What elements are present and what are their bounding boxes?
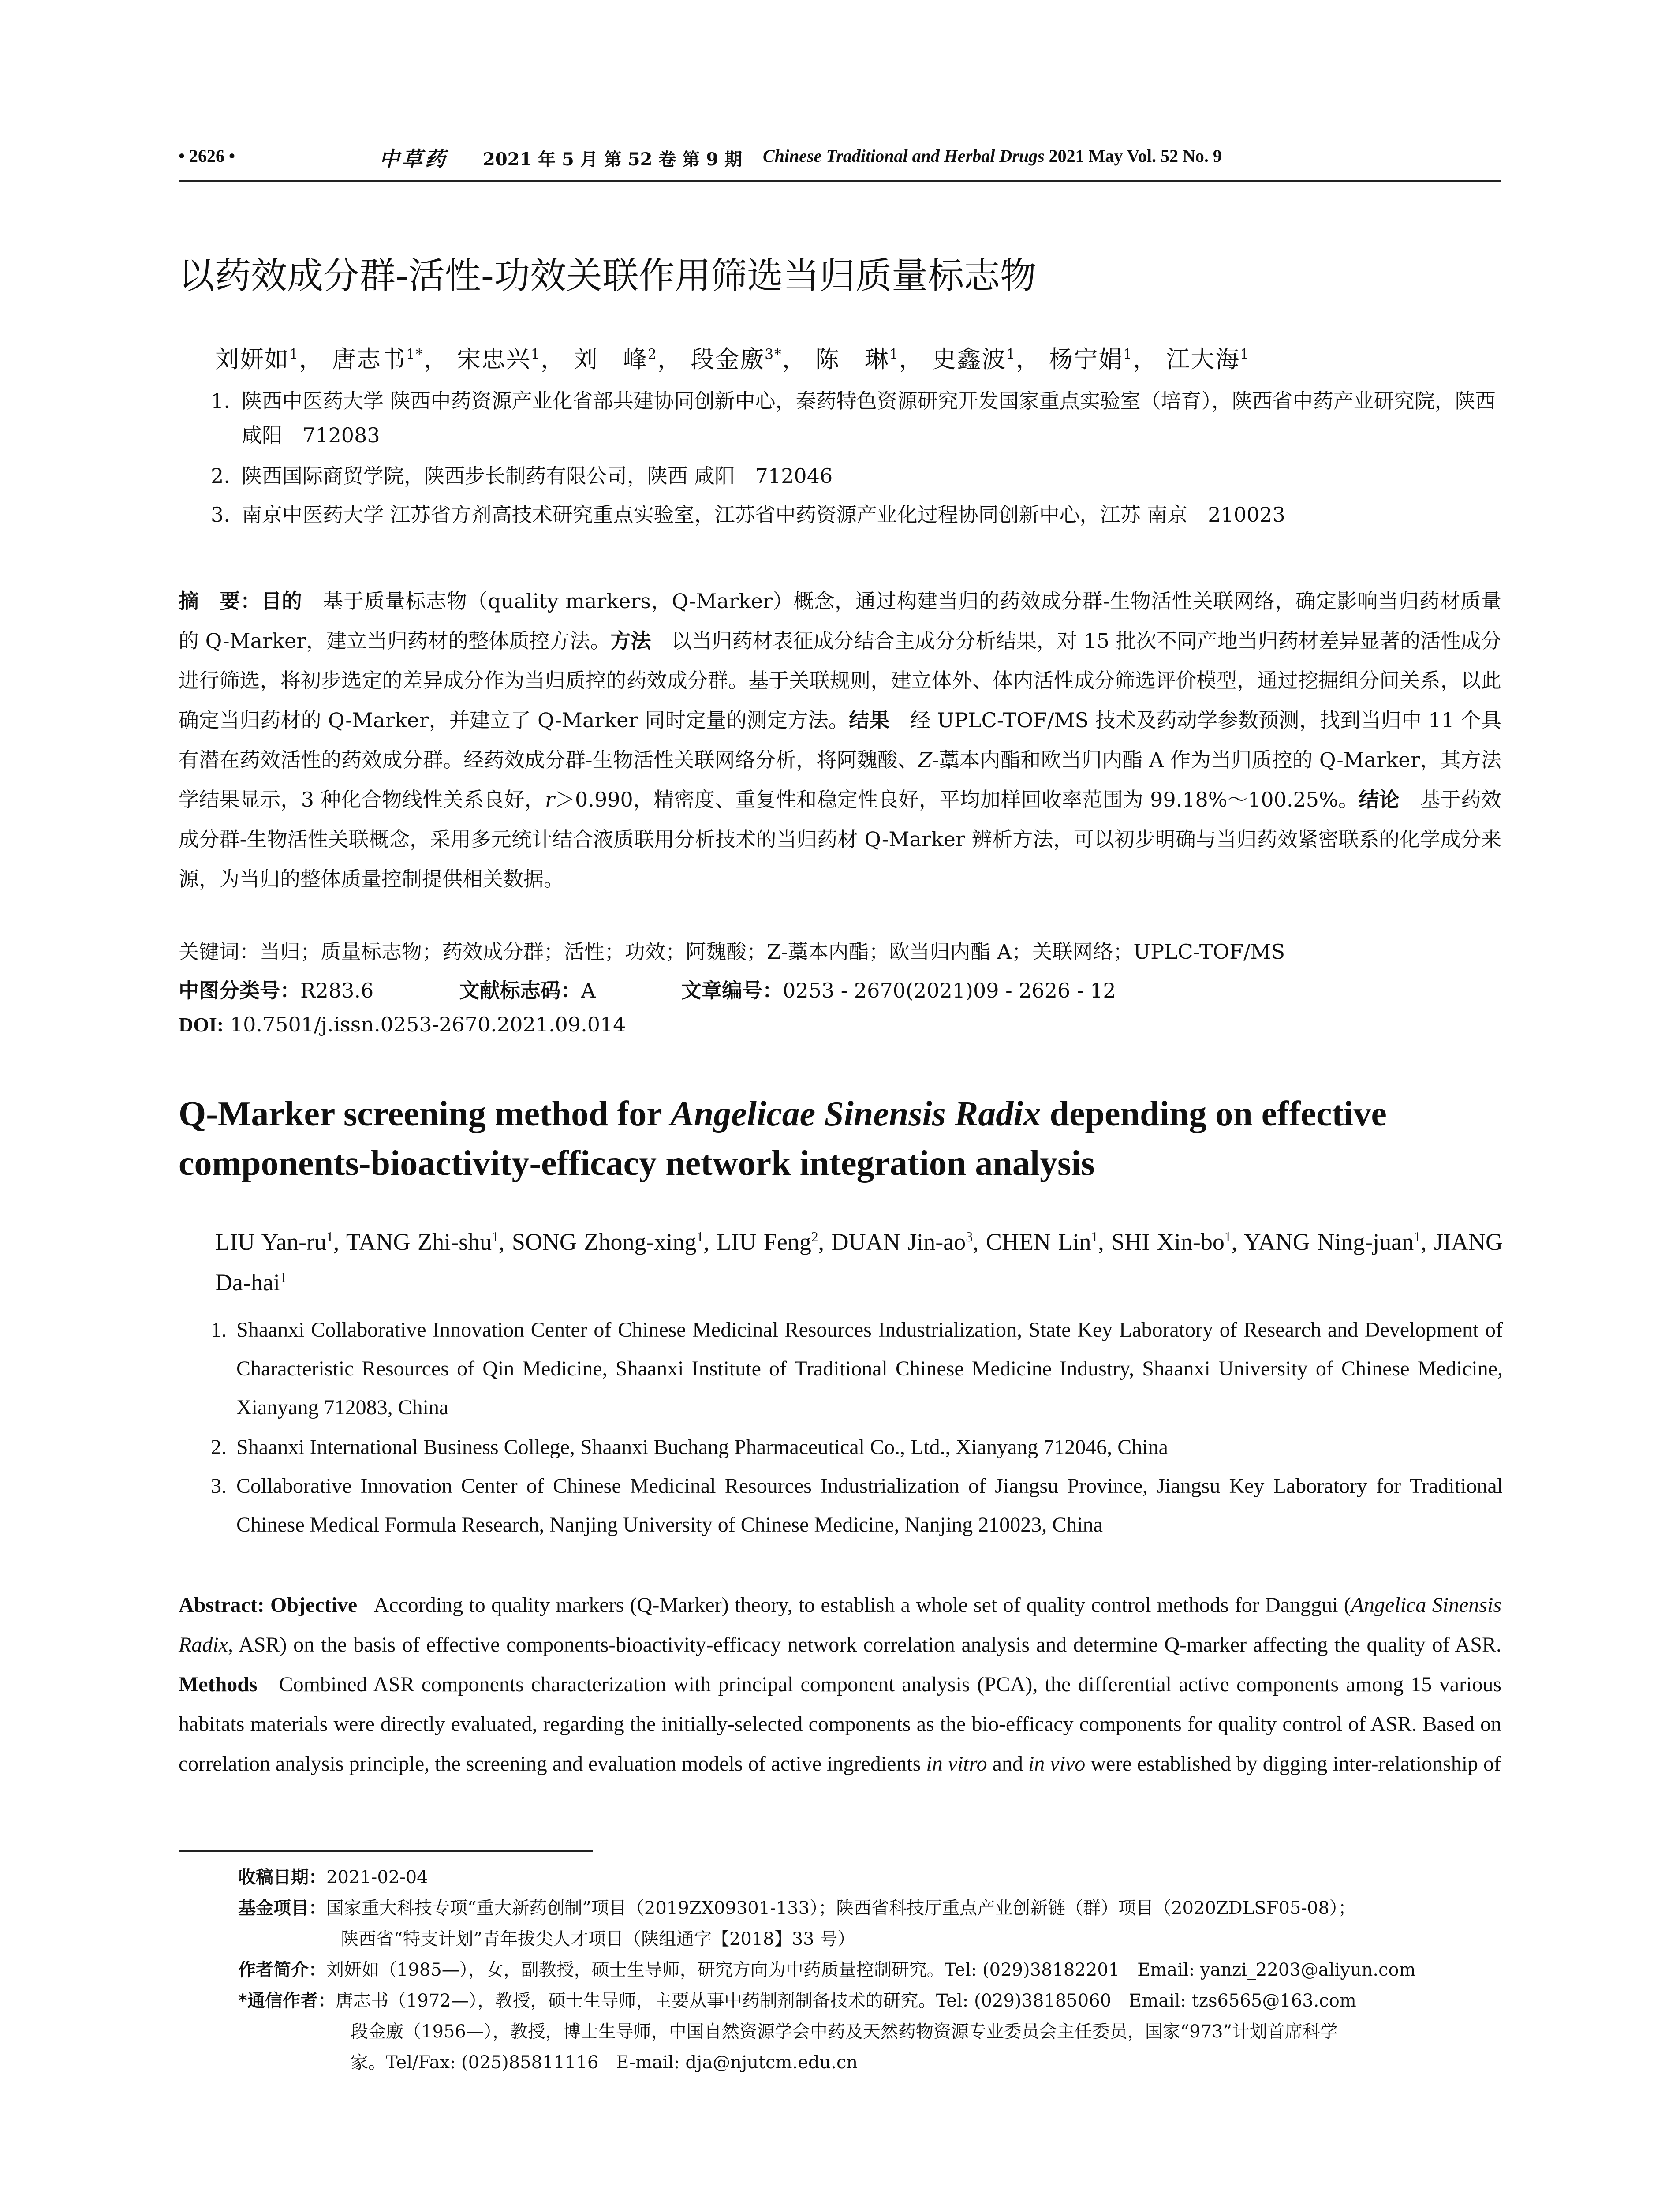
footnote-author: 作者简介：刘妍如（1985—），女，副教授，硕士生导师，研究方向为中药质量控制研究。Tel: (029)38182201 Email: yanzi_2203@aliyun.com [238, 1960, 1416, 1980]
author-cn: 杨宁娟$^1$ [1049, 345, 1133, 373]
affiliation-en: 1. Shaanxi Collaborative Innovation Center of Chinese Medicinal Resources Industrialization, State Key Laboratory of Research and Development of Characteristic Resources of Qin Medicine, Shaanxi Institute of Traditional Chinese Medicine Industry, Shaanxi University of Chinese Medicine, Xianyang 712083, China [211, 1318, 1503, 1419]
article-title-en: Q-Marker screening method for Angelicae Sinensis Radix depending on effective components-bioactivity-efficacy network integration analysis [179, 1095, 1387, 1183]
footnote-corresponding: *通信作者：唐志书（1972—），教授，硕士生导师，主要从事中药制剂制备技术的研究。Tel: (029)38185060 Email: tzs6565@163.com [238, 1991, 1356, 2011]
objective-label: 目的 [261, 589, 302, 613]
author-en: JIANG Da-hai$^1$ [215, 1229, 1503, 1296]
classification-line: 中图分类号：R283.6 文献标志码：A 文章编号：0253 - 2670(2021)09 - 2626 - 12 [179, 979, 1116, 1002]
affiliation-cn: 2. 陕西国际商贸学院，陕西步长制药有限公司，陕西 咸阳 712046 [211, 464, 833, 488]
footnote-received: 收稿日期：2021-02-04 [238, 1867, 428, 1887]
author-cn: 刘妍如$^1$ [215, 345, 299, 373]
conclusion-label: 结论 [1359, 788, 1400, 811]
author-cn: 刘 峰$^2$ [573, 345, 657, 373]
author-en: DUAN Jin-$ao^3$ [831, 1229, 973, 1255]
author-cn: 陈 琳$^1$ [815, 345, 899, 373]
abstract-label-en: Abstract: [179, 1593, 265, 1617]
author-en: SONG Zhong-xing$^1$ [511, 1229, 704, 1255]
author-en: YANG Ning-juan$^1$ [1243, 1229, 1421, 1255]
affiliation-en: 3. Collaborative Innovation Center of Chinese Medicinal Resources Industrialization of Jiangsu Province, Jiangsu Key Laboratory for Traditional Chinese Medical Formula Research, Nanjing University of Chinese Medicine, Nanjing 210023, China [211, 1474, 1503, 1536]
affiliation-cn: 3. 南京中医药大学 江苏省方剂高技术研究重点实验室，江苏省中药资源产业化过程协同创新中心，江苏 南京 210023 [211, 503, 1285, 527]
author-en: LIU Yan-$ru^1$ [215, 1229, 333, 1255]
page-number: • 2626 • [179, 146, 235, 166]
running-header [179, 140, 1501, 182]
abstract-cn: 摘 要：目的 基于质量标志物（quality markers，Q-Marker）概念，通过构建当归的药效成分群-生物活性关联网络，确定影响当归药材质量的 Q-Marker，建立当归药材的整体质控方法。方法 以当归药材表征成分结合主成分分析结果，对 15 批次不同产地当归药材差异显著的活性成分进行筛选，将初步选定的差异成分作为当归质控的药效成分群。基于关联规则，建立体外、体内活性成分筛选评价模型，通过挖掘组分间关系，以此确定当归药材的 Q-Marker，并建立了 Q-Marker 同时定量的测定方法。结果 经 UPLC-TOF/MS 技术及药动学参数预测，找到当归中 11 个具有潜在药效活性的药效成分群。经药效成分群-生物活性关联网络分析，将阿魏酸、Z-藁本内酯和欧当归内酯 A 作为当归质控的 Q-Marker，其方法学结果显示，3 种化合物线性关系良好，r＞0.990，精密度、重复性和稳定性良好，平均加样回收率范围为 99.18%～100.25%。结论 基于药效成分群-生物活性关联概念，采用多元统计结合液质联用分析技术的当归药材 Q-Marker 辨析方法，可以初步明确与当归药效紧密联系的化学成分来源，为当归的整体质量控制提供相关数据。 [179, 589, 1502, 891]
results-label: 结果 [849, 708, 890, 732]
author-en: TANG Zhi-shu$^1$ [346, 1229, 499, 1255]
affiliation-cn: 1. 陕西中医药大学 陕西中药资源产业化省部共建协同创新中心，秦药特色资源研究开发国家重点实验室（培育），陕西省中药产业研究院，陕西 咸阳 712083 [211, 389, 1496, 447]
footnote-fund-cont: 陕西省“特支计划”青年拔尖人才项目（陕组通字【2018】33 号） [341, 1929, 855, 1949]
author-cn: 江大海$^1$ [1166, 345, 1250, 373]
journal-name-en: Chinese Traditional and Herbal Drugs [763, 146, 1045, 166]
keywords-cn: 关键词：当归；质量标志物；药效成分群；活性；功效；阿魏酸；Z-藁本内酯；欧当归内酯 A；关联网络；UPLC-TOF/MS [179, 940, 1285, 964]
journal-info-en [763, 146, 1222, 166]
methods-label: 方法 [610, 629, 651, 653]
author-cn: 段金廒$^{3*}$ [691, 345, 782, 373]
author-en: LIU Feng$^2$ [717, 1229, 818, 1255]
footnote-corresponding-2: 段金廒（1956—），教授，博士生导师，中国自然资源学会中药及天然药物资源专业委员会主任委员，国家“973”计划首席科学 [351, 2022, 1338, 2042]
author-list-cn: 刘妍如$^1$， 唐志书$^{1*}$， 宋忠兴$^1$， 刘 峰$^2$， 段金廒$^{3*}$， 陈 琳$^1$， 史鑫波$^1$， 杨宁娟$^1$， 江大海$^1$ [215, 345, 1250, 373]
author-cn: 宋忠兴$^1$ [456, 345, 541, 373]
affiliation-en: 2. Shaanxi International Business College, Shaanxi Buchang Pharmaceutical Co., Ltd., Xianyang 712046, China [211, 1435, 1168, 1459]
issue-info-cn: 2021 年 5 月 第 52 卷 第 9 期 [483, 149, 742, 170]
author-cn: 唐志书$^{1*}$ [332, 345, 424, 373]
doi: DOI: 10.7501/j.issn.0253-2670.2021.09.014 [179, 1013, 626, 1036]
footnote-divider [179, 1850, 593, 1852]
author-en: SHI Xin-$bo^1$ [1111, 1229, 1232, 1255]
author-cn: 史鑫波$^1$ [932, 345, 1016, 373]
article-title-cn: 以药效成分群-活性-功效关联作用筛选当归质量标志物 [179, 255, 1037, 297]
abstract-en: Abstract: Objective According to quality markers (Q-Marker) theory, to establish a whole set of quality control methods for Danggui (Angelica Sinensis Radix, ASR) on the basis of effective components-bioactivity-efficacy network correlation analysis and determine Q-marker affecting the quality of ASR. Methods Combined ASR components characterization with principal component analysis (PCA), the differential active components among 15 various habitats materials were directly evaluated, regarding the initially-selected components as the bio-efficacy components for quality control of ASR. Based on correlation analysis principle, the screening and evaluation models of active ingredients in vitro and in vivo were established by digging inter-relationship of [179, 1593, 1501, 1775]
journal-logo-cn: 中草药 [379, 147, 448, 171]
author-en: CHEN Lin$^1$ [986, 1229, 1098, 1255]
objective-label-en: Objective [270, 1593, 358, 1617]
author-list-en: LIU Yan-$ru^1$, TANG Zhi-shu$^1$, SONG Zhong-xing$^1$, LIU Feng$^2$, DUAN Jin-$ao^3$, CHEN Lin$^1$, SHI Xin-$bo^1$, YANG Ning-juan$^1$, JIANG Da-hai$^1$ [215, 1229, 1503, 1296]
footnote-corresponding-2-cont: 家。Tel/Fax: (025)85811116 E-mail: dja@njutcm.edu.cn [351, 2052, 858, 2073]
footnote-fund: 基金项目：国家重大科技专项“重大新药创制”项目（2019ZX09301-133）；陕西省科技厅重点产业创新链（群）项目（2020ZDLSF05-08）； [238, 1898, 1356, 1918]
methods-label-en: Methods [179, 1673, 258, 1696]
abstract-label: 摘 要： [179, 589, 261, 613]
issue-info-en: 2021 May Vol. 52 No. 9 [1049, 146, 1222, 166]
